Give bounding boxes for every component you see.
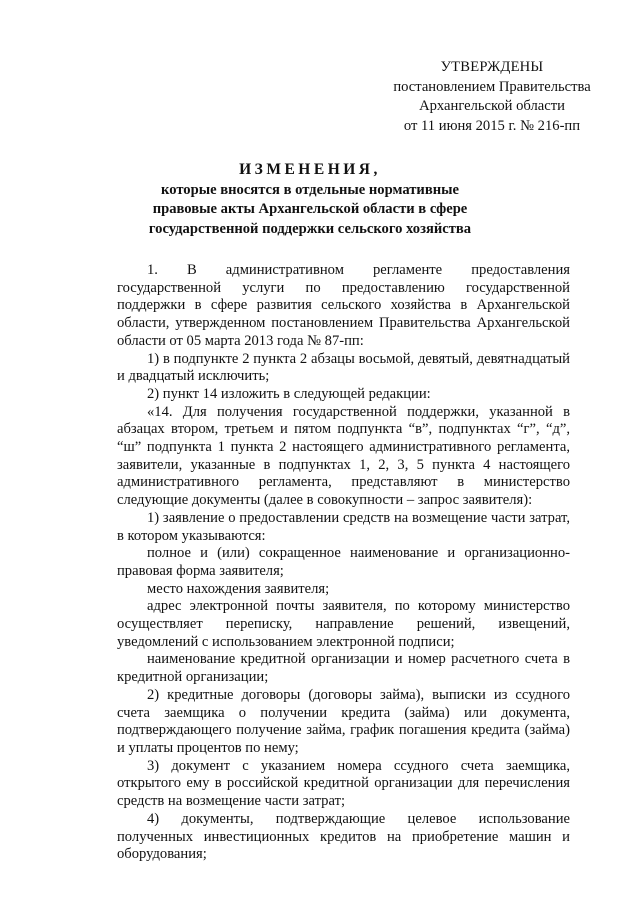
- title-main: ИЗМЕНЕНИЯ,: [239, 161, 381, 178]
- paragraph: 3) документ с указанием номера ссудного счета заемщика, открытого ему в российской кредитной организации для перечисления средств на возмещение части затрат;: [117, 757, 570, 810]
- paragraph: 1. В административном регламенте предоставления государственной услуги по предоставлению государственной поддержки в сфере развития сельского хозяйства в Архангельской области, утвержденном постановлением Правительства Архангельской области от 05 марта 2013 года № 87-пп:: [117, 262, 570, 349]
- paragraph: «14. Для получения государственной поддержки, указанной в абзацах втором, третьем и пятом подпункта “в”, подпунктах “г”, “д”, “ш” подпункта 1 пункта 2 настоящего административного регламента, заявители, указанные в подпунктах 1, 2, 3, 5 пункта 4 настоящего административного регламента, представляют в министерство следующие документы (далее в совокупности – запрос заявителя):: [117, 403, 570, 509]
- title-line: которые вносятся в отдельные нормативные: [161, 181, 459, 198]
- approval-heading: УТВЕРЖДЕНЫ: [440, 59, 544, 75]
- paragraph: 2) пункт 14 изложить в следующей редакции:: [147, 385, 431, 402]
- approval-line: постановлением Правительства: [393, 78, 591, 95]
- paragraph: наименование кредитной организации и номер расчетного счета в кредитной организации;: [117, 651, 570, 686]
- paragraph: 2) кредитные договоры (договоры займа), выписки из ссудного счета заемщика о получении кредита (займа) или документа, подтверждающего получение займа, график погашения кредита (займа) и уплаты процентов по нему;: [117, 686, 570, 756]
- title-line: государственной поддержки сельского хозяйства: [148, 220, 472, 237]
- paragraph: 1) в подпункте 2 пункта 2 абзацы восьмой, девятый, девятнадцатый и двадцатый исключить;: [117, 350, 570, 385]
- paragraph: 1) заявление о предоставлении средств на возмещение части затрат, в котором указываются:: [117, 509, 570, 544]
- approval-line: Архангельской области: [419, 98, 565, 114]
- title-line: правовые акты Архангельской области в сфере: [152, 201, 468, 217]
- paragraph: полное и (или) сокращенное наименование и организационно-правовая форма заявителя;: [117, 545, 570, 579]
- paragraph: 4) документы, подтверждающие целевое использование полученных инвестиционных кредитов на приобретение машин и оборудования;: [117, 810, 570, 863]
- approval-stamp: [372, 58, 612, 136]
- paragraph: место нахождения заявителя;: [147, 580, 330, 597]
- paragraph: адрес электронной почты заявителя, по которому министерство осуществляет переписку, направление решений, извещений, уведомлений с использованием электронной подписи;: [117, 598, 570, 650]
- document-body: [117, 262, 570, 864]
- approval-line: от 11 июня 2015 г. № 216-пп: [403, 117, 581, 134]
- document-title: [90, 160, 530, 239]
